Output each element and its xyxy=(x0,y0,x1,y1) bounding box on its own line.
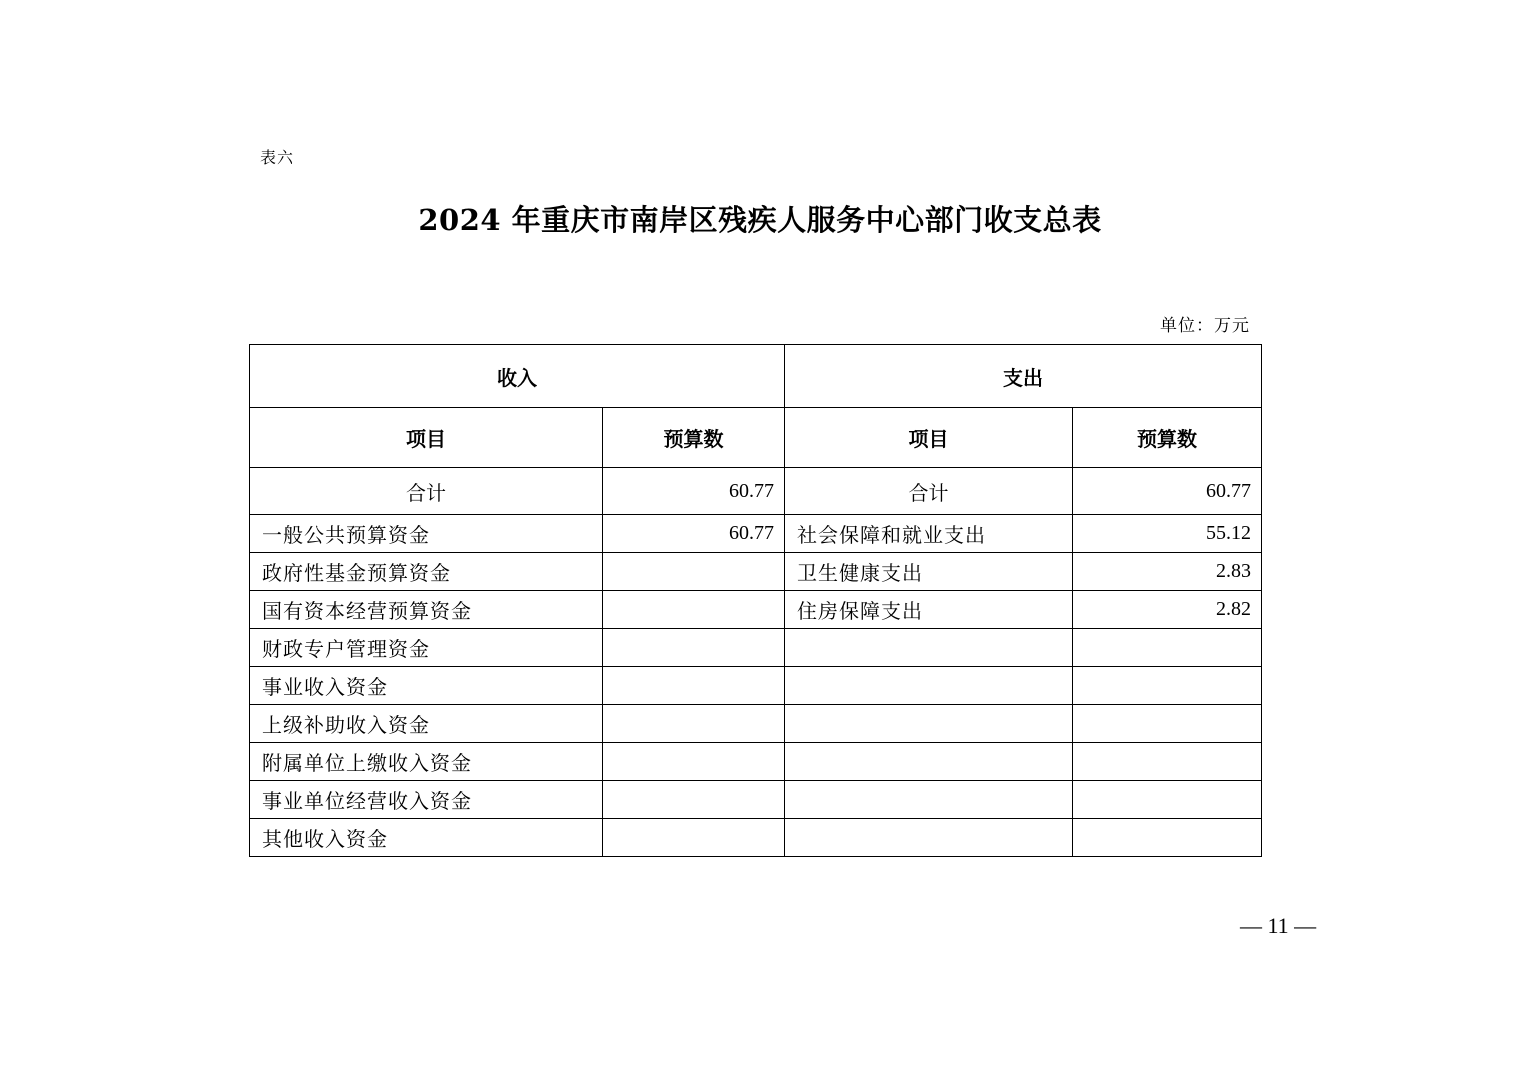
income-item: 财政专户管理资金 xyxy=(250,629,603,667)
table-row xyxy=(250,781,1262,819)
income-item: 事业单位经营收入资金 xyxy=(250,781,603,819)
expense-item xyxy=(785,819,1073,857)
income-value xyxy=(603,819,785,857)
page-number: — 11 — xyxy=(1240,913,1317,938)
income-total-value: 60.77 xyxy=(603,468,785,515)
income-item: 附属单位上缴收入资金 xyxy=(250,743,603,781)
income-item: 一般公共预算资金 xyxy=(250,515,603,553)
table-row xyxy=(250,667,1262,705)
expense-item-header: 项目 xyxy=(785,408,1073,468)
table-row xyxy=(250,819,1262,857)
expense-item xyxy=(785,781,1073,819)
section-header-row xyxy=(250,345,1262,408)
income-value xyxy=(603,743,785,781)
table-row xyxy=(250,515,1262,553)
income-budget-header: 预算数 xyxy=(603,408,785,468)
income-value xyxy=(603,705,785,743)
expense-value: 2.82 xyxy=(1073,591,1262,629)
expense-header: 支出 xyxy=(785,345,1262,408)
expense-item xyxy=(785,667,1073,705)
table-row xyxy=(250,629,1262,667)
total-row xyxy=(250,468,1262,515)
income-item: 事业收入资金 xyxy=(250,667,603,705)
table-row xyxy=(250,591,1262,629)
income-value xyxy=(603,629,785,667)
expense-total-value: 60.77 xyxy=(1073,468,1262,515)
budget-summary-table xyxy=(249,344,1262,857)
income-item: 国有资本经营预算资金 xyxy=(250,591,603,629)
income-value xyxy=(603,553,785,591)
income-value: 60.77 xyxy=(603,515,785,553)
expense-value xyxy=(1073,781,1262,819)
expense-budget-header: 预算数 xyxy=(1073,408,1262,468)
expense-value xyxy=(1073,667,1262,705)
table-row xyxy=(250,553,1262,591)
expense-value xyxy=(1073,819,1262,857)
expense-value: 2.83 xyxy=(1073,553,1262,591)
income-total-label: 合计 xyxy=(250,468,603,515)
expense-value xyxy=(1073,629,1262,667)
expense-item xyxy=(785,705,1073,743)
expense-item xyxy=(785,629,1073,667)
expense-item: 卫生健康支出 xyxy=(785,553,1073,591)
expense-value: 55.12 xyxy=(1073,515,1262,553)
expense-value xyxy=(1073,743,1262,781)
expense-value xyxy=(1073,705,1262,743)
income-item: 政府性基金预算资金 xyxy=(250,553,603,591)
income-item: 上级补助收入资金 xyxy=(250,705,603,743)
income-header: 收入 xyxy=(250,345,785,408)
income-item: 其他收入资金 xyxy=(250,819,603,857)
income-value xyxy=(603,667,785,705)
unit-label: 单位：万元 xyxy=(1160,316,1250,336)
income-value xyxy=(603,781,785,819)
expense-total-label: 合计 xyxy=(785,468,1073,515)
page-title: 2024 年重庆市南岸区残疾人服务中心部门收支总表 xyxy=(418,203,1102,237)
column-header-row xyxy=(250,408,1262,468)
expense-item: 住房保障支出 xyxy=(785,591,1073,629)
income-item-header: 项目 xyxy=(250,408,603,468)
expense-item xyxy=(785,743,1073,781)
table-label: 表六 xyxy=(260,148,295,167)
expense-item: 社会保障和就业支出 xyxy=(785,515,1073,553)
income-value xyxy=(603,591,785,629)
table-row xyxy=(250,743,1262,781)
table-row xyxy=(250,705,1262,743)
